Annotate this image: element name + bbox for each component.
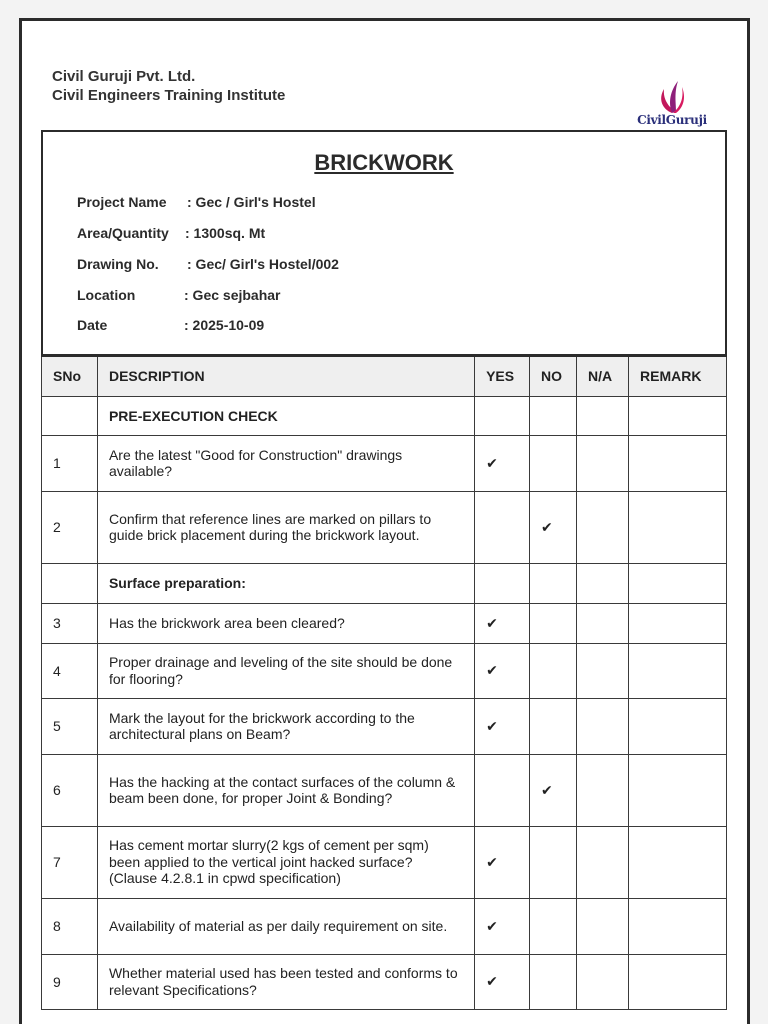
cell-na xyxy=(577,491,629,563)
company-name: Civil Guruji Pvt. Ltd. xyxy=(52,68,196,85)
info-value: : 1300sq. Mt xyxy=(185,225,266,241)
header-sno: SNo xyxy=(42,356,98,396)
cell-na xyxy=(577,826,629,898)
cell-sno: 7 xyxy=(42,826,98,898)
table-row xyxy=(42,754,727,826)
info-label: Project Name xyxy=(77,194,167,210)
document-title: BRICKWORK xyxy=(314,150,454,175)
cell-na xyxy=(577,754,629,826)
info-area-quantity xyxy=(77,225,265,241)
header-description: DESCRIPTION xyxy=(97,356,474,396)
cell-remark xyxy=(629,898,727,954)
cell-description: Has cement mortar slurry(2 kgs of cement per sqm) been applied to the vertical joint hacked surface? (Clause 4.2.8.1 in cpwd specification) xyxy=(97,826,474,898)
cell-na xyxy=(577,563,629,603)
cell-no xyxy=(530,643,577,698)
info-location xyxy=(77,287,281,303)
cell-yes xyxy=(475,563,530,603)
cell-yes: ✔ xyxy=(475,898,530,954)
cell-na xyxy=(577,435,629,491)
document-page xyxy=(19,18,750,1024)
cell-sno: 8 xyxy=(42,898,98,954)
info-project-name xyxy=(77,194,316,210)
civilguruji-logo xyxy=(630,79,714,131)
cell-description: Availability of material as per daily requirement on site. xyxy=(97,898,474,954)
cell-no xyxy=(530,603,577,643)
cell-description: Confirm that reference lines are marked on pillars to guide brick placement during the brickwork layout. xyxy=(97,491,474,563)
cell-yes xyxy=(475,754,530,826)
cell-na xyxy=(577,954,629,1009)
info-value: : Gec/ Girl's Hostel/002 xyxy=(187,256,339,272)
cell-na xyxy=(577,396,629,435)
cell-sno: 2 xyxy=(42,491,98,563)
info-label: Date xyxy=(77,317,108,333)
cell-na xyxy=(577,643,629,698)
cell-remark xyxy=(629,698,727,754)
cell-yes xyxy=(475,491,530,563)
header-no: NO xyxy=(530,356,577,396)
cell-sno xyxy=(42,563,98,603)
header-na: N/A xyxy=(577,356,629,396)
info-label: Drawing No. xyxy=(77,256,159,272)
cell-description: Has the brickwork area been cleared? xyxy=(97,603,474,643)
cell-na xyxy=(577,698,629,754)
cell-remark xyxy=(629,826,727,898)
cell-no xyxy=(530,954,577,1009)
table-row xyxy=(42,435,727,491)
cell-remark xyxy=(629,563,727,603)
table-row xyxy=(42,643,727,698)
cell-description: Proper drainage and leveling of the site should be done for flooring? xyxy=(97,643,474,698)
flame-logo-icon xyxy=(652,79,692,115)
cell-yes: ✔ xyxy=(475,826,530,898)
header-yes: YES xyxy=(475,356,530,396)
header-remark: REMARK xyxy=(629,356,727,396)
info-date xyxy=(77,317,264,333)
cell-no: ✔ xyxy=(530,491,577,563)
info-label: Location xyxy=(77,287,136,303)
cell-remark xyxy=(629,754,727,826)
company-header xyxy=(52,67,285,105)
cell-no: ✔ xyxy=(530,754,577,826)
table-header-row xyxy=(42,356,727,396)
cell-remark xyxy=(629,603,727,643)
cell-no xyxy=(530,435,577,491)
cell-remark xyxy=(629,396,727,435)
cell-remark xyxy=(629,643,727,698)
cell-description: Are the latest "Good for Construction" drawings available? xyxy=(97,435,474,491)
table-row xyxy=(42,491,727,563)
cell-remark xyxy=(629,435,727,491)
table-row xyxy=(42,603,727,643)
table-row xyxy=(42,898,727,954)
cell-description: Surface preparation: xyxy=(97,563,474,603)
cell-sno: 6 xyxy=(42,754,98,826)
cell-no xyxy=(530,396,577,435)
cell-yes xyxy=(475,396,530,435)
table-row xyxy=(42,698,727,754)
table-row xyxy=(42,954,727,1009)
cell-sno: 5 xyxy=(42,698,98,754)
info-value: : 2025-10-09 xyxy=(184,317,265,333)
cell-yes: ✔ xyxy=(475,643,530,698)
info-value: : Gec sejbahar xyxy=(184,287,281,303)
cell-no xyxy=(530,826,577,898)
table-row xyxy=(42,826,727,898)
table-row-section xyxy=(42,563,727,603)
cell-sno: 4 xyxy=(42,643,98,698)
cell-na xyxy=(577,603,629,643)
cell-sno: 3 xyxy=(42,603,98,643)
cell-description: PRE-EXECUTION CHECK xyxy=(97,396,474,435)
cell-description: Whether material used has been tested and conforms to relevant Specifications? xyxy=(97,954,474,1009)
cell-sno: 9 xyxy=(42,954,98,1009)
cell-yes: ✔ xyxy=(475,954,530,1009)
cell-yes: ✔ xyxy=(475,603,530,643)
logo-text: CivilGuruji xyxy=(637,113,707,127)
cell-remark xyxy=(629,491,727,563)
company-subtitle: Civil Engineers Training Institute xyxy=(52,87,286,104)
cell-sno: 1 xyxy=(42,435,98,491)
table-row-section xyxy=(42,396,727,435)
project-info-box xyxy=(41,130,727,356)
cell-description: Has the hacking at the contact surfaces of the column & beam been done, for proper Joint & Bonding? xyxy=(97,754,474,826)
cell-remark xyxy=(629,954,727,1009)
info-label: Area/Quantity xyxy=(77,225,169,241)
cell-sno xyxy=(42,396,98,435)
info-value: : Gec / Girl's Hostel xyxy=(187,194,316,210)
checklist-table xyxy=(41,355,727,1010)
cell-no xyxy=(530,563,577,603)
cell-no xyxy=(530,898,577,954)
cell-na xyxy=(577,898,629,954)
cell-yes: ✔ xyxy=(475,435,530,491)
info-drawing-no xyxy=(77,256,339,272)
cell-yes: ✔ xyxy=(475,698,530,754)
cell-no xyxy=(530,698,577,754)
cell-description: Mark the layout for the brickwork according to the architectural plans on Beam? xyxy=(97,698,474,754)
